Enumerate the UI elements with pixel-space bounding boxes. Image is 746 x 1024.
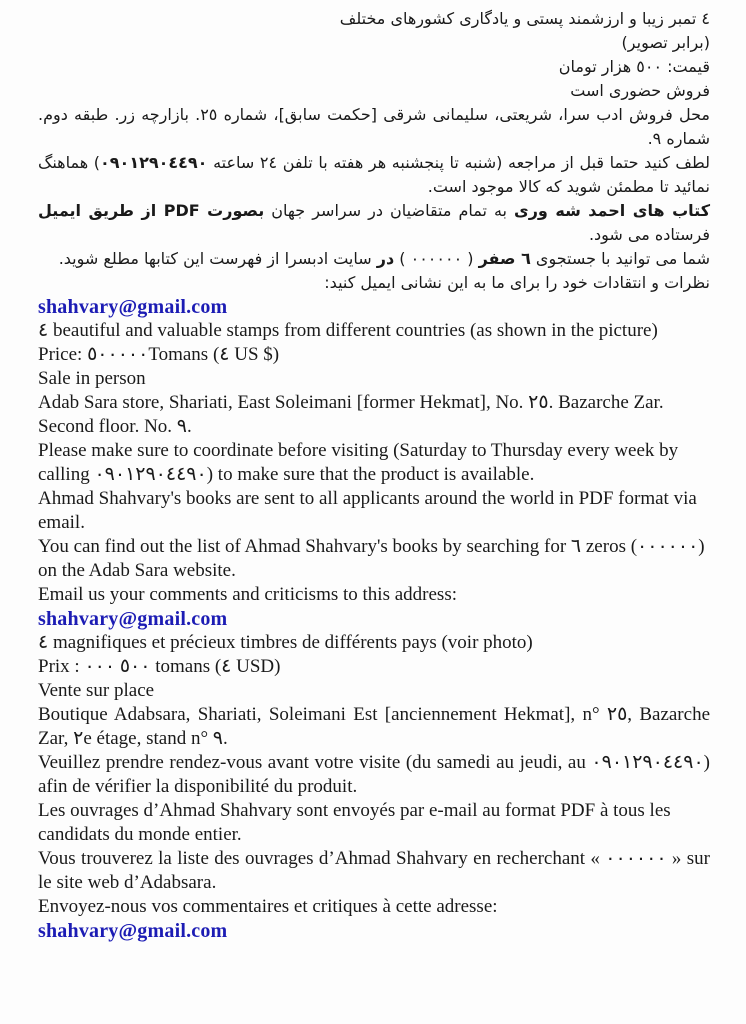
fa-search-line-text: سایت ادبسرا از فهرست این کتابها مطلع شوید. (58, 249, 377, 268)
email-link-2-text: shahvary@gmail.com (38, 608, 228, 630)
email-link-1[interactable] (38, 295, 710, 319)
en-books-line-text: Ahmad Shahvary's books are sent to all applicants around the world in PDF format via email. (38, 488, 697, 533)
en-price-line-text: Price: ٥٠٠٠٠٠Tomans (٤ US $) (38, 344, 280, 365)
fa-search-line-text: ( ٠٠٠٠٠٠ ) (394, 249, 479, 268)
fa-search-line-text: ٦ صفر (478, 249, 531, 268)
fr-call-line-text: Veuillez prendre rendez-vous avant votre visite (du samedi au jeudi, au ٠٩٠١٢٩٠٤٤٩٠) afin de vérifier la disponibilité du produit. (38, 752, 710, 797)
fr-address-line (38, 703, 710, 751)
fr-search-line (38, 847, 710, 895)
fr-books-line-text: Les ouvrages d’Ahmad Shahvary sont envoyés par e-mail au format PDF à tous les candidats du monde entier. (38, 800, 671, 845)
fr-price-line (38, 655, 710, 679)
en-feedback-line-text: Email us your comments and criticisms to this address: (38, 584, 457, 605)
fa-title-line-text: ٤ تمبر زیبا و ارزشمند پستی و یادگاری کشورهای مختلف (339, 9, 710, 28)
fa-search-line-text: شما می توانید با جستجوی (530, 249, 710, 268)
fa-title-line (38, 7, 710, 31)
fa-books-line (38, 199, 710, 247)
fa-price-line-text: قیمت: ٥٠٠ هزار تومان (558, 57, 710, 76)
fa-address-line (38, 103, 710, 151)
fa-picture-note-text: (برابر تصویر) (621, 33, 710, 52)
fr-address-line-text: Boutique Adabsara, Shariati, Soleimani Est [anciennement Hekmat], n° ٢٥, Bazarche Zar, ٢e étage, stand n° ٩. (38, 704, 710, 749)
fa-search-line-text: در (376, 249, 395, 268)
en-sale-line-text: Sale in person (38, 368, 146, 389)
fa-call-line (38, 151, 710, 199)
fa-call-line-text: ٠٩٠١٢٩٠٤٤٩٠ (100, 153, 208, 172)
en-search-line (38, 535, 710, 583)
en-address-line-text: Adab Sara store, Shariati, East Soleimani [former Hekmat], No. ٢٥. Bazarche Zar. Second floor. No. ٩. (38, 392, 664, 437)
fr-title-line (38, 631, 710, 655)
fa-address-line-text: محل فروش ادب سرا، شریعتی، سلیمانی شرقی [حکمت سابق]، شماره ٢٥. بازارچه زر. طبقه دوم. شماره ٩. (38, 105, 710, 148)
en-feedback-line (38, 583, 710, 607)
fa-call-line-text: لطف کنید حتما قبل از مراجعه (شنبه تا پنجشنبه هر هفته با تلفن ٢٤ ساعته (207, 153, 710, 172)
fa-feedback-line-text: نظرات و انتقادات خود را برای ما به این نشانی ایمیل کنید: (324, 273, 710, 292)
fr-sale-line-text: Vente sur place (38, 680, 155, 701)
en-search-line-text: You can find out the list of Ahmad Shahvary's books by searching for ٦ zeros (٠٠٠٠٠٠) on the Adab Sara website. (38, 536, 705, 581)
fa-books-line-text: فرستاده می شود. (588, 225, 710, 244)
email-link-3[interactable] (38, 919, 710, 943)
fa-feedback-line (38, 271, 710, 295)
fr-title-line-text: ٤ magnifiques et précieux timbres de différents pays (voir photo) (38, 632, 533, 653)
fr-books-line (38, 799, 710, 847)
email-link-1-text: shahvary@gmail.com (38, 296, 228, 318)
en-books-line (38, 487, 710, 535)
en-title-line (38, 319, 710, 343)
fr-search-line-text: Vous trouverez la liste des ouvrages d’Ahmad Shahvary en recherchant « ٠٠٠٠٠٠ » sur le site web d’Adabsara. (38, 848, 710, 893)
en-price-line (38, 343, 710, 367)
fr-price-line-text: Prix : ٥٠٠ ٠٠٠ tomans (٤ USD) (38, 656, 281, 677)
fa-sale-line-text: فروش حضوری است (570, 81, 710, 100)
fa-picture-note (38, 31, 710, 55)
fa-search-line (38, 247, 710, 271)
fa-books-line-text: به تمام متقاضیان در سراسر جهان (264, 201, 515, 220)
en-title-line-text: ٤ beautiful and valuable stamps from different countries (as shown in the picture) (38, 320, 658, 341)
en-sale-line (38, 367, 710, 391)
fa-price-line (38, 55, 710, 79)
fr-feedback-line (38, 895, 710, 919)
fa-sale-line (38, 79, 710, 103)
en-address-line (38, 391, 710, 439)
fr-feedback-line-text: Envoyez-nous vos commentaires et critiques à cette adresse: (38, 896, 498, 917)
fa-call-line-text: ) هماهنگ نمائید تا مطمئن شوید که کالا موجود است. (38, 153, 710, 196)
en-call-line-text: Please make sure to coordinate before visiting (Saturday to Thursday every week by calling ٠٩٠١٢٩٠٤٤٩٠) to make sure that the product is available. (38, 440, 679, 485)
email-link-2[interactable] (38, 607, 710, 631)
en-call-line (38, 439, 710, 487)
email-link-3-text: shahvary@gmail.com (38, 920, 228, 942)
fr-sale-line (38, 679, 710, 703)
fa-books-line-text: بصورت PDF از طریق ایمیل (38, 201, 265, 220)
fr-call-line (38, 751, 710, 799)
fa-books-line-text: کتاب های احمد شه وری (514, 201, 711, 220)
